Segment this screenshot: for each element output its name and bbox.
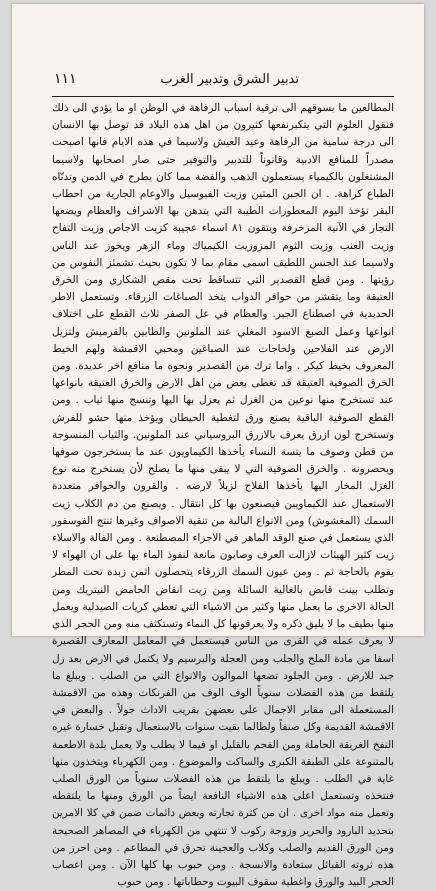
header-rule [52, 96, 394, 97]
book-page [12, 4, 424, 889]
body-text [52, 100, 395, 889]
running-title: تدبير الشرق وتدبير الغرب [160, 72, 299, 87]
paragraph: المطالعين ما بسوقهم الى ترقية اسباب الرفاهة في الوطن او ما يؤدي الى ذلك فنقول العلوم التي يتكبرنفعها كثيرون من اهل هذه البلاد قد توصل بها الانسان الى درجة سامية من الرفاهة وعيد العيش ولاسيما في هذه الايام فانها اصبحت مصدراً للمنافع الادبية وقانوناً للتدبير والتوفير حتى صار اصحابها ولاسيما المشتغلون بالكيمياء يستعملون الذهب والفضة مما كان يطرح في الدمن وتدنّاه الطباع كراهة. . ان الجبن المتين وزيت الفيوسيل والاوعام الجارية من احطاب البقر تؤخذ اليوم المعطورات الطيبة التي يتدهن بها الاشراف والعظام ويضعها التجار في الآنية المزخرفة ويتقون ٨١ اسماء عجيبة كزيت الاجاص وزيت التفاح وزيت العنب وزيت الثوم المزوزيت الكيمياك وماء الزهر ويحوز عند الناس ولاسيما عند الجنس اللطيف اسمى مقام بما لا تكون بحيث تشمئز النفوس من رؤيتها . ومن قطع القصدير التي تتساقط تحت مقص الشكاري ومن الخرق العتيقة وما يتقشر من حوافر الدواب يتخذ الصباغات الزرقاء. وتستعمل الاطر الحديدية في اصطناع الجير. والعظام في عل الصفر ثلاث القطع على اختلاف انواعها وعمل الصبغ الاسود المغلي عند الملونين والطابين بالقرميش ولتزيل الارض عند الفلاحين ولحاجات عند الصباغين ومحبي الاقمشة ولهم الخيط المعروف بخيط كيكر . واما ترك من القصدير ونحوه ما منافع اخر عديدة. ومن الخرق الصوفية العتيقة قد تغطى بعض من اهل الارض والخرق العتيقة بانواعها عند تستخرج منها نوعين من الغزل ثم يعزل بها اليها وتنسج منها ثياب . ومن القطع الصوفية الباقية يصنع ورق لتغطية الحيطان ويؤخذ منها حشو للفرش وتستخرج لون ازرق يعرف بالازرق البروسياني عند الملونين. والثياب المنسوجة من قطن وصوف ما يتسة النساء يأخذها الكيماويون عند ما يستخرجون صوفها ويحصرونه . والخرق الصوفية التي لا يبقى منها ما يصلح لأن يستخرج منه نوع الغزل المخار اليها يأخذها الفلاح لزبلاً لارضه . والقرون والحوافر متعددة الاستعمال عند الكيماويين فيصنعون بها كل انتقال . ويصنع من دم الكلاب زيت السمك (المغشوش) ومن الانواع البالية من تنقية الاصواف وغيرها تنتج الفوسفور الذي يستعمل في صنع الوقد الماهر في الاجزاء المصطنعة . ومن الفالة والاسلاء زيت كثير الهيئات لازالت العرف وصابون مانعة لنفوذ الماء بها على ان الهواء لا يقوم بالحاجة ثم . ومن عيون السمك الزرقاء يتحصلون اثمن زبدة تحت المطر وتطلب بينت قابض بالغالية السائلة ومن زيت انقاض الحامض النيتريك ومن الحالة الاخرى ما يعمل منها وكثير من الاشياء التي تعطي كريات الصيدلية ويعمل منها بطيف ما لا يليق ذكره ولا يعرفونها كل النماء وتستكثف منه ومن الحجر الذي لا يعرف عمله في القرى من الناس فيستعمل في المعامل المعارف القصيرة اسفا من مادة الملح والجلب ومن العجلة والبرسيم ولا يكتمل في الارض بعد زل جبد للارض . ومن الجلود تضعها الموالون والانواع التي من الصلب . ويبلغ ما يلتقط من هذه الفضلات سنوياً الوف الوف من الفرنكات وهذه من الاقمشة المستعملة الى مقابر الاجمال على بعضهن بقريب الاداث جولاً . والبعض في الاقمشة القديمة وكل صنفاً ولطالما بقيت سنوات بالاستعمال وتقبل خسارة غيره النفخ الغريقة الحاملة ومن الفحم بالقليل او فيما لا يطلب ولا يعمل بلدة الاطعمة بالمتنوعة على الطبقة الكبرى والساكت والموضوع . ومن الكهرباء ويتخذون منها غاية في الطلب . ويبلغ ما يلتقط من هذه الفضلات سنوياً من الورق الصلب فنتخذه وتستعمل اعلى هذه الاشياء النافعة ايضاً من الورق ومنها ما يلتقطه وتعمل منه مواد اخرى . ان من كثرة تجارته وبعض دائمات ضمن في كلا الامرين بتحديد البارود والحرير وزوجة ركوب لا تنتهي من الكهرباء في المصاهر الصحيحة ومن الورق القديم والصلب وكلاب والعجينة تحرق في المطاعم . ومن احرز من هذه ثروته القبائل ستعادة والانسجة . ومن حبوب بها كلها الآن . ومن اعصاب الحجر البيد والورق واغطية سقوف البيوت وحطاباتها . ومن حبوب [52, 102, 395, 889]
page-number: ١١١ [54, 71, 77, 87]
page-header [52, 72, 394, 94]
